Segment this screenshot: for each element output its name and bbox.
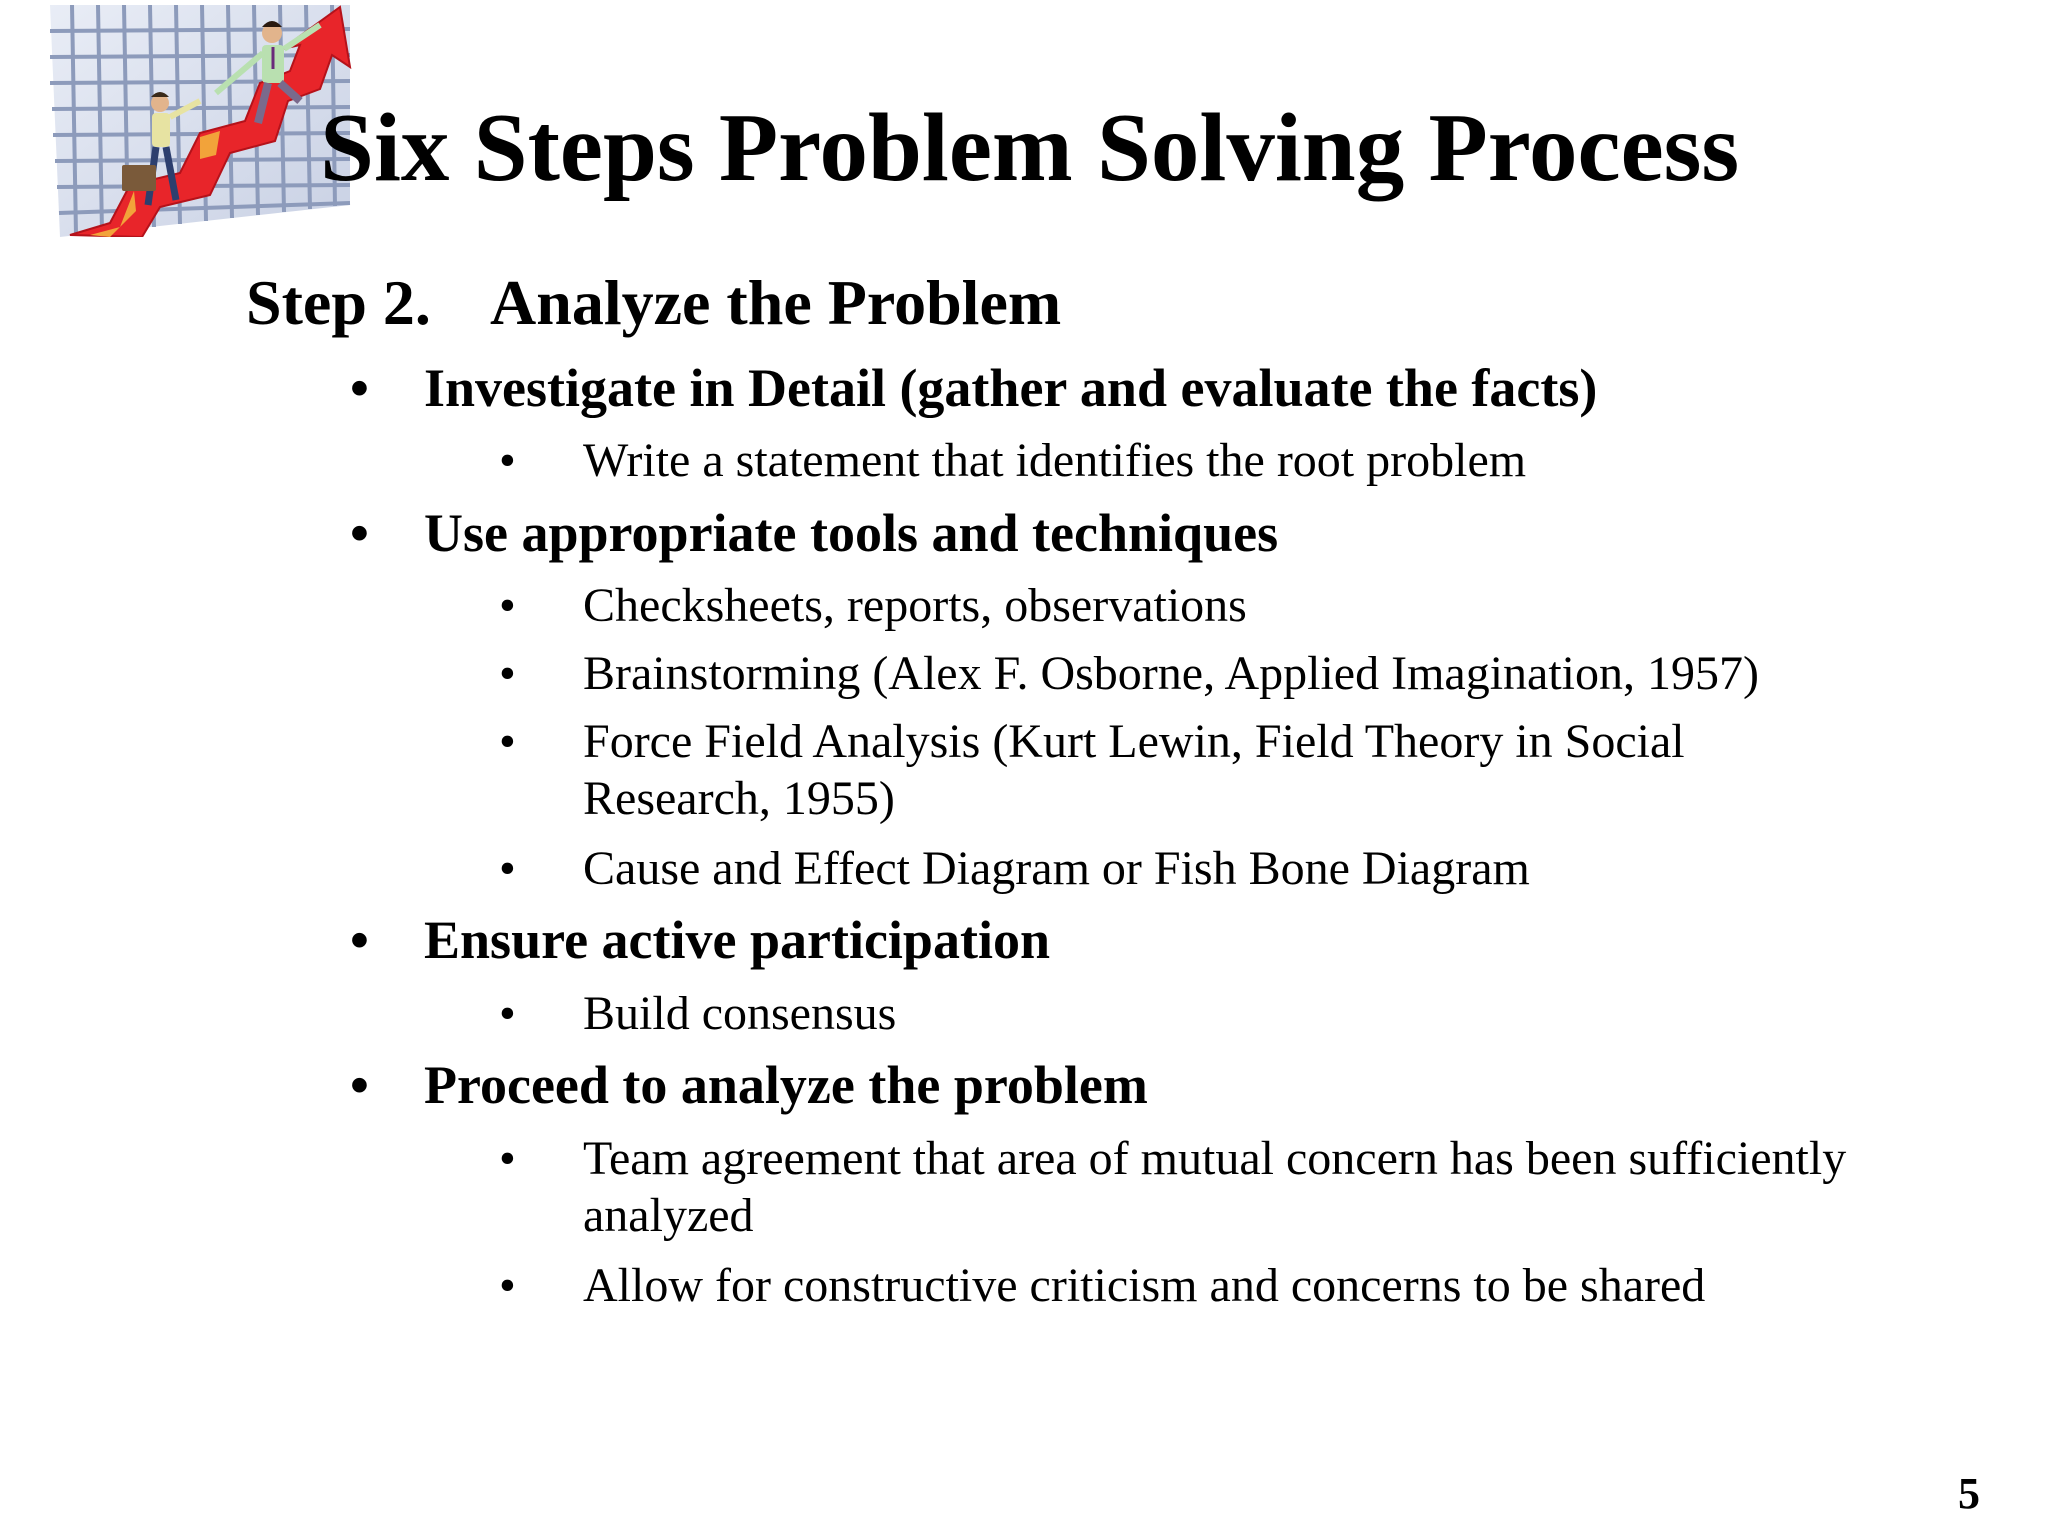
bullet-icon: • [350,910,369,970]
page-number: 5 [1958,1469,1980,1518]
sub-list-item-text: analyzed [583,1189,754,1242]
sub-list-item-text: Write a statement that identifies the root problem [583,434,1527,487]
slide-title: Six Steps Problem Solving Process [320,94,1740,201]
bullet-icon: • [499,1259,516,1312]
sub-list-item [499,432,1527,489]
bullet-icon: • [499,715,516,768]
list-item [350,1055,1148,1115]
step-title: Analyze the Problem [490,267,1062,338]
sub-list-item-continuation [583,770,895,827]
list-item [350,358,1598,418]
sub-list-item [499,1130,1847,1187]
sub-list-item-text: Cause and Effect Diagram or Fish Bone Diagram [583,842,1530,895]
bullet-icon: • [499,987,516,1040]
sub-list-item [499,645,1759,702]
sub-list-item-continuation [583,1187,754,1244]
bullet-icon: • [350,1055,369,1115]
sub-list-item-text: Build consensus [583,987,897,1040]
sub-list-item-text: Allow for constructive criticism and concerns to be shared [583,1259,1706,1312]
bullet-icon: • [499,647,516,700]
sub-list-item-text: Research, 1955) [583,772,895,825]
bullet-icon: • [499,842,516,895]
list-item-text: Proceed to analyze the problem [424,1055,1148,1115]
sub-list-item [499,1257,1706,1314]
step-number: Step 2. [246,267,431,338]
bullet-icon: • [499,579,516,632]
list-item-text: Ensure active participation [424,910,1050,970]
list-item [350,503,1279,563]
list-item [350,910,1050,970]
bullet-icon: • [350,358,369,418]
sub-list-item-text: Checksheets, reports, observations [583,579,1247,632]
sub-list-item [499,577,1247,634]
list-item-text: Use appropriate tools and techniques [424,503,1279,563]
bullet-icon: • [499,434,516,487]
sub-list-item [499,713,1685,770]
sub-list-item [499,985,897,1042]
sub-list-item-text: Brainstorming (Alex F. Osborne, Applied Imagination, 1957) [583,647,1759,700]
bullet-icon: • [350,503,369,563]
list-item-text: Investigate in Detail (gather and evaluate the facts) [424,358,1598,418]
sub-list-item-text: Team agreement that area of mutual concern has been sufficiently [583,1132,1847,1185]
sub-list-item-text: Force Field Analysis (Kurt Lewin, Field Theory in Social [583,715,1685,768]
bullet-icon: • [499,1132,516,1185]
sub-list-item [499,840,1530,897]
